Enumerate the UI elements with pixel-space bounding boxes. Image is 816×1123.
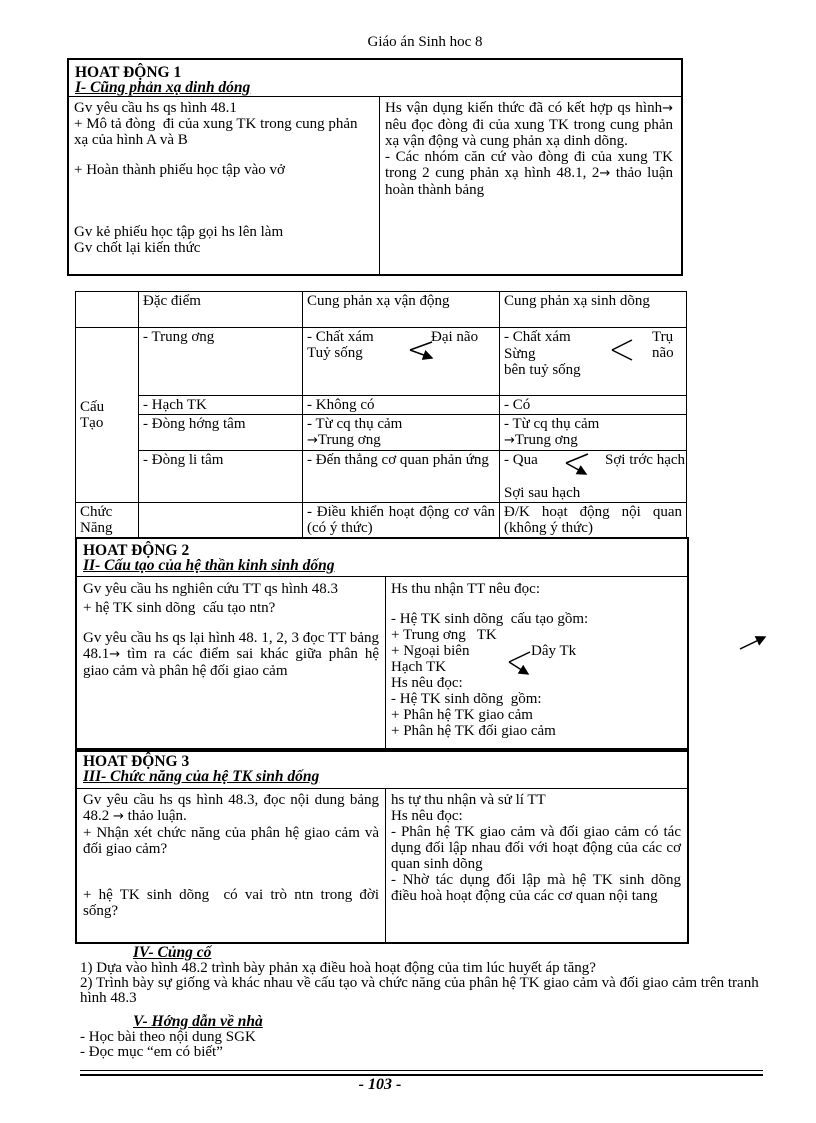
text-line: + Ngoại biên: [391, 643, 470, 659]
text-line: + hệ TK sinh dõng cấu tạo ntn?: [83, 600, 276, 616]
text-line: Sợi trớc hạch: [605, 452, 686, 468]
table-cell: [139, 503, 303, 538]
text-line: - Các nhóm căn cứ vào đòng đi của xung TK trong 2 cung phản xạ hình 48.1, 2: [385, 149, 673, 181]
arrow-right-icon: →: [599, 166, 611, 181]
arrow-right-icon: →: [307, 433, 318, 448]
table-header-cell: [76, 292, 139, 328]
text-line: thảo luận hoàn thành bảng: [385, 165, 673, 198]
homework-items: [80, 1030, 770, 1060]
activity-3-student: [391, 792, 689, 904]
arrow-right-icon: →: [109, 647, 121, 662]
text-line: - Phân hệ TK giao cảm và đối giao cảm có tác dụng đối lập nhau đối với hoạt động của các cơ quan sinh dõng: [391, 824, 685, 872]
activity-2-block: [75, 537, 689, 752]
activity-2-teacher: [83, 581, 379, 679]
text-line: + Trung ơng TK: [391, 627, 497, 643]
page-header: Giáo án Sinh hoc 8: [367, 34, 483, 50]
text-line: Gv kẻ phiếu học tập gọi hs lên làm: [74, 224, 284, 240]
text-line: - Chất xám: [307, 329, 374, 345]
function-label-cell: [76, 503, 139, 538]
table-cell: [500, 328, 687, 396]
list-item: - Đọc mục “em có biết”: [80, 1044, 223, 1060]
text-line: Hs nêu đọc:: [391, 808, 463, 824]
text-line: nêu đọc đòng đi của xung TK trong cung phản xạ vận động và cung phản xạ dinh dõng.: [385, 117, 673, 149]
activity-1-subheading: I- Cũng phản xạ dinh dóng: [75, 79, 251, 96]
activity-1-student: [385, 100, 673, 198]
text-line: + Phân hệ TK giao cảm: [391, 707, 533, 723]
text-line: Hs thu nhận TT nêu đọc:: [391, 581, 541, 597]
text-line: bên tuỷ sống: [504, 362, 581, 378]
table-cell: [500, 415, 687, 451]
text-line: Đại não: [431, 329, 479, 345]
text-line: Hs nêu đọc:: [391, 675, 463, 691]
consolidation-items: [80, 961, 770, 1006]
text-line: Gv yêu cầu hs qs lại hình 48. 1, 2, 3 đọc TT bảng 48.1: [83, 630, 379, 662]
activity-1-teacher: [74, 100, 374, 256]
footer-rule: [80, 1070, 763, 1071]
text-line: + hệ TK sinh dõng có vai trò ntn trong đời sống?: [83, 887, 383, 919]
text-line: - Hệ TK sinh dõng gồm:: [391, 691, 542, 707]
text-line: - Từ cq thụ cảm: [307, 416, 403, 432]
table-cell: [303, 328, 500, 396]
text-line: - Chất xám: [504, 329, 571, 345]
text-line: Gv chốt lại kiến thức: [74, 240, 201, 256]
text-line: Sừng: [504, 346, 536, 362]
table-cell: [303, 415, 500, 451]
text-line: Trung ơng: [317, 432, 381, 448]
text-line: Trụ não: [652, 329, 674, 361]
list-item: - Học bài theo nội dung SGK: [80, 1029, 256, 1045]
activity-2-subheading: II- Cấu tạo của hệ thần kinh sinh dống: [83, 557, 335, 574]
comparison-table: [75, 291, 687, 538]
consolidation-title: IV- Củng cố: [133, 944, 212, 961]
activity-3-subheading: III- Chức năng của hệ TK sinh dống: [83, 768, 320, 785]
text-line: + Nhận xét chức năng của phân hệ giao cảm và đối giao cảm?: [83, 825, 383, 857]
table-cell: [500, 451, 687, 503]
table-cell: - Điều khiển hoạt động cơ vân (có ý thức): [303, 503, 500, 538]
structure-label: Cấu Tạo: [80, 399, 105, 431]
homework-title: V- Hớng dẫn về nhà: [133, 1013, 263, 1030]
text-line: Dây Tk: [531, 643, 577, 659]
stray-arrow-icon: [740, 637, 765, 649]
table-header-cell: Cung phản xạ sinh dõng: [500, 292, 687, 328]
text-line: - Hệ TK sinh dõng cấu tạo gồm:: [391, 611, 589, 627]
activity-3-heading: HOAT ĐỘNG 3: [83, 753, 190, 770]
text-line: Hạch TK: [391, 659, 447, 675]
text-line: - Nhờ tác dụng đối lập mà hệ TK sinh dõng điều hoà hoạt động của các cơ quan nội tang: [391, 872, 689, 904]
list-item: 1) Dựa vào hình 48.2 trình bày phản xạ điều hoà hoạt động của tim lúc huyết áp tăng?: [80, 960, 596, 976]
table-header-cell: Cung phản xạ vận động: [303, 292, 500, 328]
arrow-right-icon: →: [504, 433, 515, 448]
text-line: Gv yêu cầu hs qs hình 48.1: [74, 100, 237, 116]
text-line: thảo luận.: [127, 808, 187, 824]
table-cell: - Hạch TK: [139, 396, 303, 415]
structure-label-cell: [76, 328, 139, 503]
table-cell: - Có: [500, 396, 687, 415]
text-line: Sợi sau hạch: [504, 485, 581, 501]
table-cell: - Đòng hớng tâm: [139, 415, 303, 451]
text-line: + Mô tả đòng đi của xung TK trong cung phản xạ của hình A và B: [74, 116, 362, 148]
table-cell: - Đòng li tâm: [139, 451, 303, 503]
text-line: - Qua: [504, 452, 538, 468]
text-line: Trung ơng: [514, 432, 578, 448]
activity-3-block: [75, 748, 689, 944]
page-number: - 103 -: [358, 1076, 402, 1093]
text-line: Tuỷ sống: [307, 345, 363, 361]
arrow-right-icon: →: [113, 809, 124, 824]
activity-2-heading: HOAT ĐỘNG 2: [83, 542, 190, 559]
text-line: Hs vận dụng kiến thức đã có kết hợp qs hình: [385, 100, 663, 116]
text-line: Gv yêu cầu hs qs hình 48.3, đọc nội dung bảng 48.2: [83, 792, 379, 824]
activity-2-student: [391, 581, 683, 739]
text-line: - Từ cq thụ cảm: [504, 416, 600, 432]
table-cell: Đ/K hoạt động nội quan (không ý thức): [500, 503, 687, 538]
text-line: + Hoàn thành phiếu học tập vào vở: [74, 162, 285, 178]
text-line: tìm ra các điểm sai khác giữa phân hệ giao cảm và phân hệ đối giao cảm: [83, 646, 380, 679]
table-cell: - Trung ơng: [139, 328, 303, 396]
activity-1-block: [67, 58, 683, 276]
list-item: 2) Trình bày sự giống và khác nhau về cấu tạo và chức năng của phân hệ TK giao cảm và đối giao cảm trên tranh hình 48.3: [80, 975, 763, 1006]
function-label: Chức Năng: [80, 504, 113, 536]
activity-1-heading: HOAT ĐỘNG 1: [75, 64, 182, 81]
arrow-right-icon: →: [662, 101, 673, 116]
table-cell: - Đến thẳng cơ quan phản ứng: [303, 451, 500, 503]
activity-3-teacher: [83, 792, 383, 919]
text-line: hs tự thu nhận và sử lí TT: [391, 792, 546, 808]
table-header-cell: Đặc điểm: [139, 292, 303, 328]
text-line: + Phân hệ TK đối giao cảm: [391, 723, 556, 739]
text-line: Gv yêu cầu hs nghiên cứu TT qs hình 48.3: [83, 581, 339, 597]
table-cell: - Không có: [303, 396, 500, 415]
